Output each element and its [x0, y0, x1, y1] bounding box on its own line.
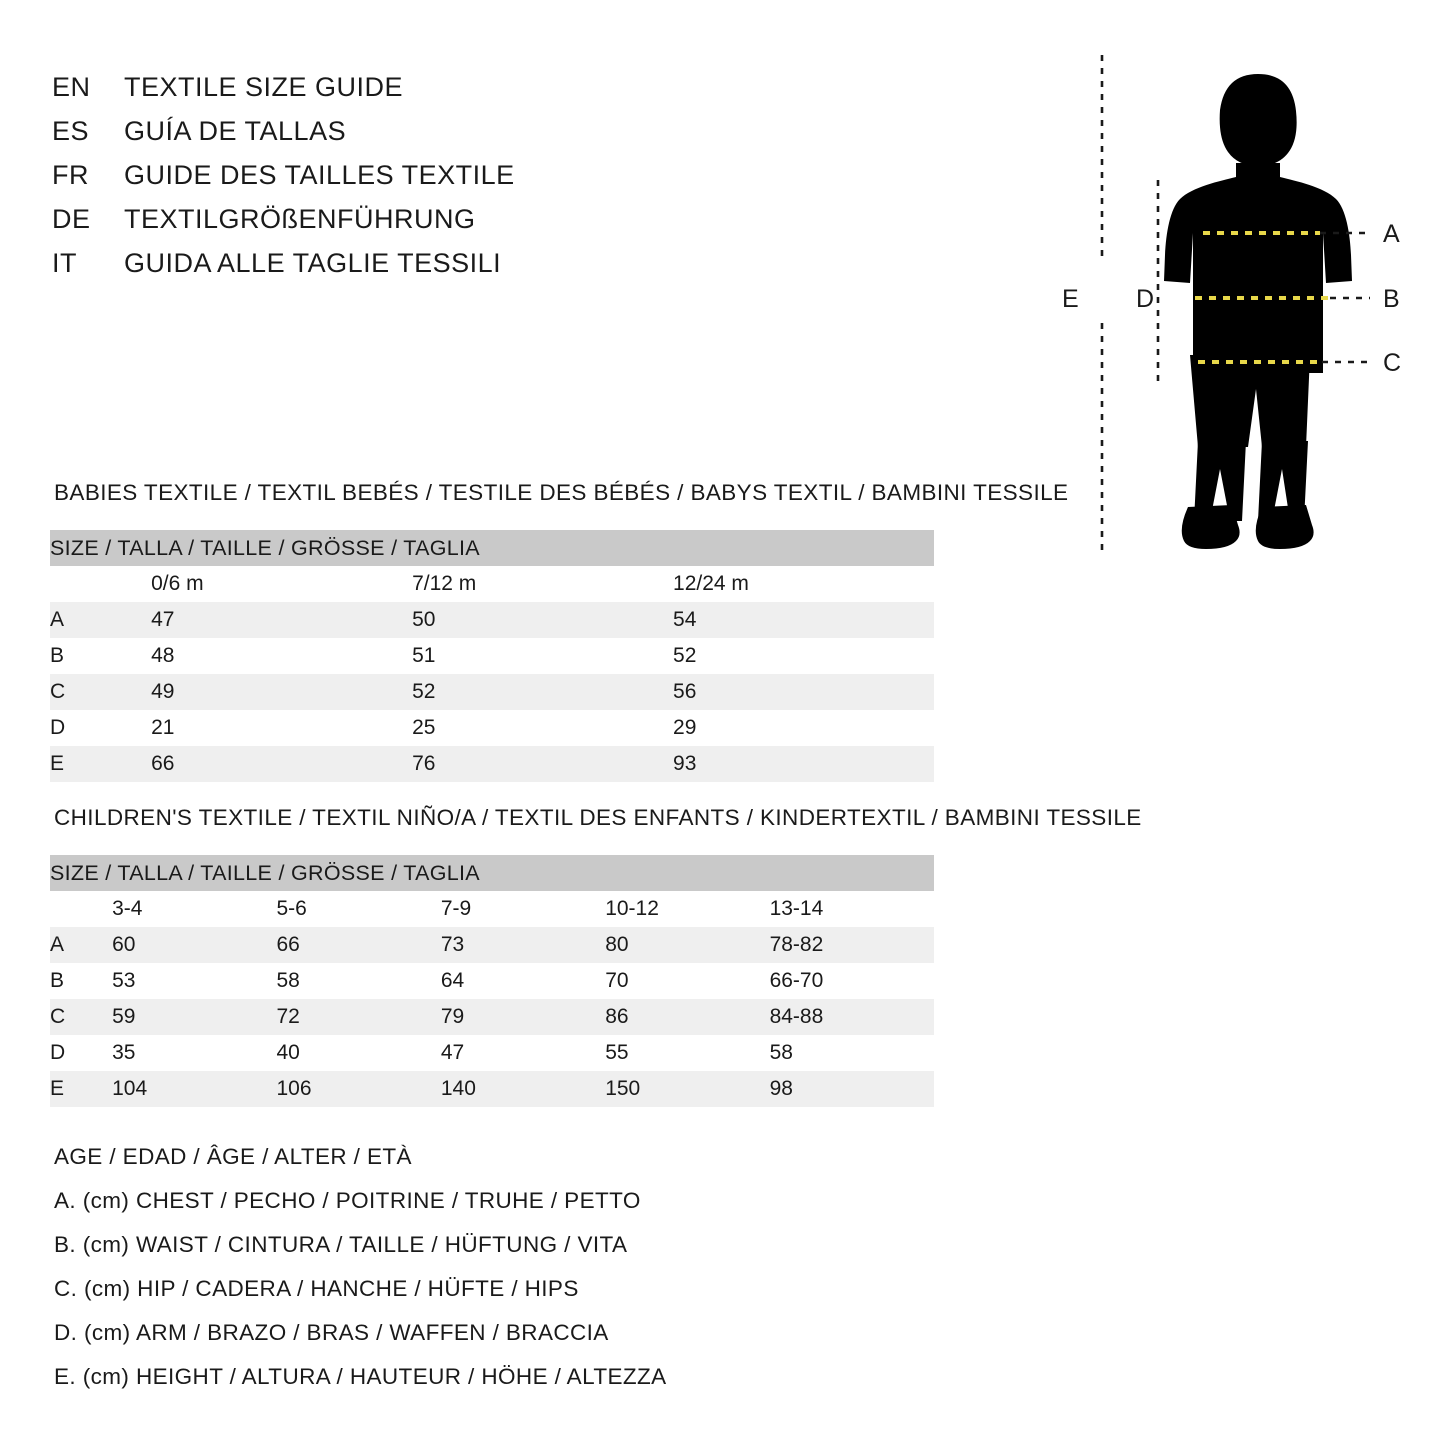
babies-section-title: BABIES TEXTILE / TEXTIL BEBÉS / TESTILE DES BÉBÉS / BABYS TEXTIL / BAMBINI TESSILE [54, 480, 1069, 505]
language-title: GUIDE DES TAILLES TEXTILE [124, 160, 515, 190]
cell: 98 [770, 1071, 934, 1107]
row-label: D [50, 710, 151, 746]
cell: 48 [151, 638, 412, 674]
marker-label-a: A [1383, 220, 1400, 248]
language-title: TEXTILE SIZE GUIDE [124, 72, 404, 102]
row-label: C [50, 999, 112, 1035]
table-row [50, 674, 934, 710]
language-row [52, 248, 515, 292]
column-header: 13-14 [770, 891, 934, 927]
cell: 59 [112, 999, 276, 1035]
measurement-legend [54, 1135, 667, 1399]
column-corner [50, 566, 151, 602]
row-label: E [50, 1071, 112, 1107]
legend-line: D. (cm) ARM / BRAZO / BRAS / WAFFEN / BRACCIA [54, 1320, 609, 1345]
language-row [52, 116, 515, 160]
cell: 29 [673, 710, 934, 746]
language-code: FR [52, 160, 89, 190]
cell: 78-82 [770, 927, 934, 963]
column-header: 0/6 m [151, 566, 412, 602]
cell: 50 [412, 602, 673, 638]
cell: 35 [112, 1035, 276, 1071]
cell: 21 [151, 710, 412, 746]
row-label: B [50, 638, 151, 674]
row-label: A [50, 602, 151, 638]
cell: 58 [276, 963, 440, 999]
legend-line: AGE / EDAD / ÂGE / ALTER / ETÀ [54, 1144, 412, 1169]
cell: 140 [441, 1071, 605, 1107]
table-row [50, 963, 934, 999]
cell: 56 [673, 674, 934, 710]
language-row [52, 72, 515, 116]
cell: 58 [770, 1035, 934, 1071]
cell: 70 [605, 963, 769, 999]
cell: 93 [673, 746, 934, 782]
children-size-table [50, 855, 934, 1107]
language-title: GUIDA ALLE TAGLIE TESSILI [124, 248, 502, 278]
table-row [50, 638, 934, 674]
table-row [50, 602, 934, 638]
row-label: E [50, 746, 151, 782]
cell: 72 [276, 999, 440, 1035]
cell: 60 [112, 927, 276, 963]
table-row [50, 710, 934, 746]
cell: 40 [276, 1035, 440, 1071]
language-title: GUÍA DE TALLAS [124, 116, 347, 146]
cell: 84-88 [770, 999, 934, 1035]
table-row [50, 1071, 934, 1107]
cell: 51 [412, 638, 673, 674]
children-section-title: CHILDREN'S TEXTILE / TEXTIL NIÑO/A / TEXTIL DES ENFANTS / KINDERTEXTIL / BAMBINI TESSILE [54, 805, 1142, 830]
child-silhouette-icon [1164, 74, 1352, 549]
babies-size-table [50, 530, 934, 782]
cell: 53 [112, 963, 276, 999]
cell: 66-70 [770, 963, 934, 999]
cell: 47 [441, 1035, 605, 1071]
legend-line: B. (cm) WAIST / CINTURA / TAILLE / HÜFTUNG / VITA [54, 1232, 628, 1257]
legend-line: C. (cm) HIP / CADERA / HANCHE / HÜFTE / HIPS [54, 1276, 579, 1301]
table-row [50, 927, 934, 963]
cell: 54 [673, 602, 934, 638]
column-header: 10-12 [605, 891, 769, 927]
table-header-row [50, 855, 934, 891]
cell: 52 [412, 674, 673, 710]
cell: 47 [151, 602, 412, 638]
row-label: A [50, 927, 112, 963]
marker-label-e: E [1062, 285, 1079, 313]
language-code: DE [52, 204, 91, 234]
column-header: 7-9 [441, 891, 605, 927]
language-code: IT [52, 248, 77, 278]
table-row [50, 746, 934, 782]
column-corner [50, 891, 112, 927]
legend-line: A. (cm) CHEST / PECHO / POITRINE / TRUHE / PETTO [54, 1188, 641, 1213]
cell: 52 [673, 638, 934, 674]
cell: 104 [112, 1071, 276, 1107]
row-label: C [50, 674, 151, 710]
column-header: 3-4 [112, 891, 276, 927]
cell: 86 [605, 999, 769, 1035]
table-column-row [50, 566, 934, 602]
babies-table-header: SIZE / TALLA / TAILLE / GRÖSSE / TAGLIA [50, 530, 934, 566]
measurement-figure [1040, 55, 1430, 555]
cell: 80 [605, 927, 769, 963]
table-row [50, 999, 934, 1035]
marker-label-d: D [1136, 285, 1155, 313]
cell: 79 [441, 999, 605, 1035]
language-row [52, 160, 515, 204]
cell: 55 [605, 1035, 769, 1071]
language-title: TEXTILGRÖßENFÜHRUNG [124, 204, 476, 234]
column-header: 7/12 m [412, 566, 673, 602]
cell: 25 [412, 710, 673, 746]
language-code: ES [52, 116, 90, 146]
language-title-block [52, 72, 515, 292]
row-label: B [50, 963, 112, 999]
language-row [52, 204, 515, 248]
language-code: EN [52, 72, 91, 102]
cell: 66 [151, 746, 412, 782]
column-header: 5-6 [276, 891, 440, 927]
marker-label-c: C [1383, 349, 1402, 377]
cell: 106 [276, 1071, 440, 1107]
cell: 76 [412, 746, 673, 782]
table-row [50, 1035, 934, 1071]
table-header-row [50, 530, 934, 566]
cell: 49 [151, 674, 412, 710]
children-table-header: SIZE / TALLA / TAILLE / GRÖSSE / TAGLIA [50, 855, 934, 891]
cell: 150 [605, 1071, 769, 1107]
row-label: D [50, 1035, 112, 1071]
marker-label-b: B [1383, 285, 1400, 313]
column-header: 12/24 m [673, 566, 934, 602]
cell: 73 [441, 927, 605, 963]
cell: 66 [276, 927, 440, 963]
table-column-row [50, 891, 934, 927]
cell: 64 [441, 963, 605, 999]
legend-line: E. (cm) HEIGHT / ALTURA / HAUTEUR / HÖHE / ALTEZZA [54, 1364, 667, 1389]
